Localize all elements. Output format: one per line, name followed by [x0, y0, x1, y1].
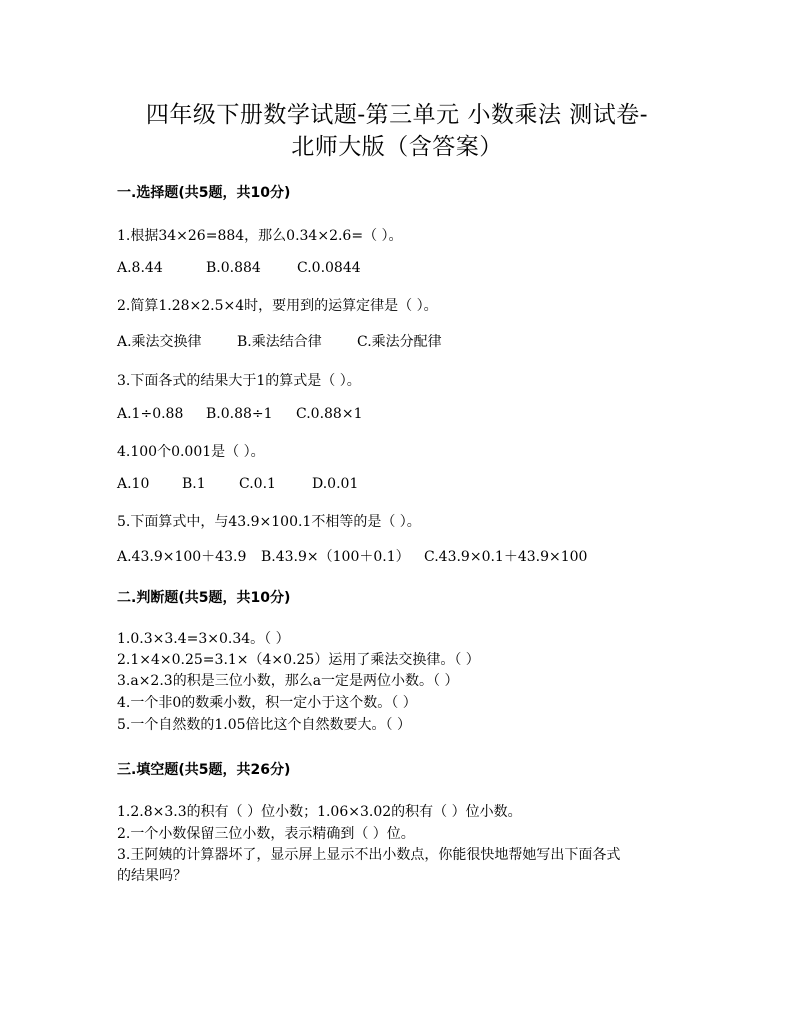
- section-heading-fill-in: 三.填空题(共5题，共26分): [117, 762, 291, 778]
- question-1-stem: 1.根据34×26=884，那么0.34×2.6=（ ）。: [117, 228, 403, 244]
- section-heading-choice: 一.选择题(共5题，共10分): [117, 185, 291, 201]
- judgment-item-4: 4.一个非0的数乘小数，积一定小于这个数。（ ）: [117, 695, 417, 711]
- question-1-option-b: B.0.884: [206, 260, 261, 276]
- question-4-option-c: C.0.1: [239, 476, 276, 492]
- question-2-option-c: C.乘法分配律: [357, 334, 442, 350]
- fill-item-3-line-2: 的结果吗？: [117, 868, 187, 884]
- question-5-stem: 5.下面算式中，与43.9×100.1不相等的是（ ）。: [117, 514, 421, 530]
- judgment-item-5: 5.一个自然数的1.05倍比这个自然数要大。（ ）: [117, 717, 411, 733]
- judgment-item-1: 1.0.3×3.4=3×0.34。（ ）: [117, 631, 290, 647]
- question-4-stem: 4.100个0.001是（ ）。: [117, 444, 265, 460]
- fill-item-1: 1.2.8×3.3的积有（ ）位小数；1.06×3.02的积有（ ）位小数。: [117, 804, 522, 820]
- question-5-option-c: C.43.9×0.1＋43.9×100: [424, 549, 588, 565]
- question-4-option-d: D.0.01: [312, 476, 359, 492]
- question-3-stem: 3.下面各式的结果大于1的算式是（ ）。: [117, 373, 361, 389]
- judgment-item-2: 2.1×4×0.25=3.1×（4×0.25）运用了乘法交换律。（ ）: [117, 652, 480, 668]
- question-1-option-a: A.8.44: [117, 260, 163, 276]
- question-2-option-b: B.乘法结合律: [237, 334, 322, 350]
- question-5-option-b: B.43.9×（100＋0.1）: [261, 549, 410, 565]
- question-1-option-c: C.0.0844: [297, 260, 361, 276]
- question-4-option-a: A.10: [117, 476, 150, 492]
- judgment-item-3: 3.a×2.3的积是三位小数，那么a一定是两位小数。（ ）: [117, 673, 459, 689]
- section-heading-judgment: 二.判断题(共5题，共10分): [117, 590, 291, 606]
- fill-item-3-line-1: 3.王阿姨的计算器坏了，显示屏上显示不出小数点，你能很快地帮她写出下面各式: [117, 847, 621, 863]
- question-2-option-a: A.乘法交换律: [117, 334, 202, 350]
- document-title-line-1: 四年级下册数学试题-第三单元 小数乘法 测试卷-: [145, 102, 649, 128]
- question-3-option-c: C.0.88×1: [296, 406, 363, 422]
- fill-item-2: 2.一个小数保留三位小数，表示精确到（ ）位。: [117, 826, 415, 842]
- question-5-option-a: A.43.9×100＋43.9: [117, 549, 247, 565]
- question-3-option-b: B.0.88÷1: [206, 406, 273, 422]
- question-3-option-a: A.1÷0.88: [117, 406, 184, 422]
- question-4-option-b: B.1: [182, 476, 206, 492]
- document-title-line-2: 北师大版（含答案）: [291, 134, 503, 160]
- question-2-stem: 2.简算1.28×2.5×4时，要用到的运算定律是（ ）。: [117, 298, 438, 314]
